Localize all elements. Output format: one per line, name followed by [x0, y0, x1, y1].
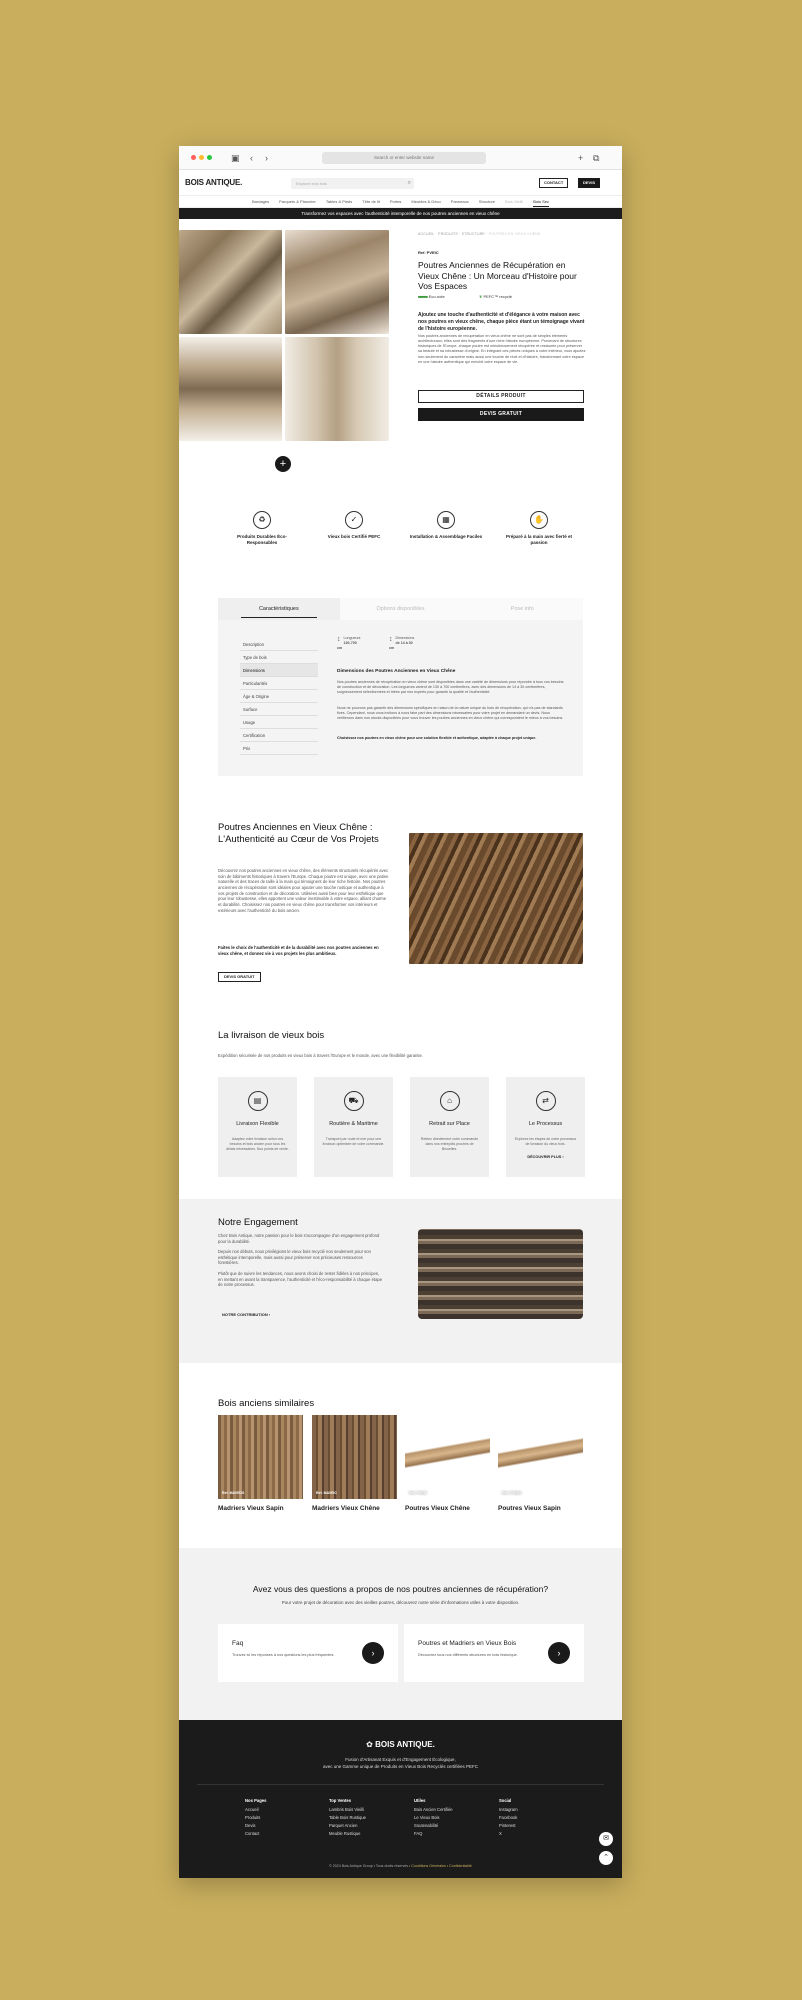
ceiling-photo	[409, 833, 583, 964]
footer-tagline: avec une Gamme unique de Produits en Vieux Bois Recyclés certifiées PEFC	[323, 1764, 478, 1769]
similar-list	[218, 1415, 583, 1525]
nav-item[interactable]: Bois Vieilli	[505, 199, 524, 204]
story-paragraph: Découvrez nos poutres anciennes en vieux chêne, des éléments structurels récupérés avec soin de bâtiments historiques à travers l'Europe. Chaque poutre est unique, avec une patine naturelle et des traces de taille à la main qui témoignent de leur riche histoire. Nos poutres anciennes de récupération sont idéales pour ajouter une touche rustique et authentique à vos projets de construction et de décoration. Utilisées aussi bien pour leur esthétique que pour leur robustesse, elles apportent une valeur inestimable à votre espace, alliant charme et durabilité. Choisissez nos poutres en vieux chêne pour transformer vos intérieurs et extérieurs avec l'authenticité du bois ancien.	[218, 868, 389, 913]
feature-item	[406, 511, 486, 540]
dimension-spec	[389, 636, 414, 651]
breadcrumb-item[interactable]: PRODUITS	[438, 232, 458, 236]
engagement-paragraph: Plutôt que de suivre les tendances, nous avons choisi de rester fidèles à nos principes, en mettant en avant la transparence, l'authenticité et l'éco-responsabilité à chaque étape de notre processus.	[218, 1271, 383, 1288]
delivery-card-desc: Retirez directement votre commande dans nos entrepôts proches de Bruxelles.	[420, 1137, 479, 1151]
nav-item[interactable]: Tables & Pieds	[325, 199, 353, 204]
footer-link[interactable]: Table Bois Rustique	[329, 1815, 367, 1820]
arrow-right-icon[interactable]: ›	[362, 1642, 384, 1664]
footer-column	[499, 1797, 518, 1838]
new-tab-icon[interactable]: +	[578, 153, 584, 163]
footer-link[interactable]: Pinterest	[499, 1823, 516, 1828]
story-highlight: Faites le choix de l'authenticité et de la durabilité avec nos poutres anciennes en vieux chêne, et donnez vie à vos projets les plus ambitieux.	[218, 945, 379, 956]
delivery-card[interactable]	[410, 1077, 489, 1177]
engagement-section	[179, 1199, 622, 1363]
feature-item	[499, 511, 579, 546]
delivery-intro: Expédition sécurisée de nos produits en vieux bois à travers l'Europe et le monde, avec une flexibilité garantie.	[218, 1053, 423, 1058]
specs-menu-item[interactable]: Surface	[240, 703, 318, 716]
contact-button[interactable]: CONTACT	[539, 178, 568, 188]
feature-label: Installation & Assemblage Faciles	[409, 534, 483, 539]
product-photo[interactable]	[285, 230, 389, 334]
hand-icon: ✋	[530, 511, 548, 529]
nav-item[interactable]: Bardages	[252, 199, 270, 204]
similar-product-name[interactable]: Poutres Vieux Chêne	[405, 1505, 470, 1512]
length-label: Longueurs	[343, 636, 361, 640]
contribution-link[interactable]: NOTRE CONTRIBUTION ›	[222, 1312, 271, 1317]
calendar-icon: ▤	[248, 1091, 268, 1111]
story-section	[179, 822, 622, 979]
specs-panel	[218, 598, 583, 776]
similar-product-photo[interactable]	[312, 1415, 397, 1499]
feature-label: Vieux bois Certifié PEFC	[327, 534, 381, 539]
faq-cards	[218, 1624, 583, 1682]
similar-product-name[interactable]: Madriers Vieux Chêne	[312, 1505, 380, 1512]
copyright: © 2024 Bois Antique Group • Tous droits réservés	[329, 1864, 409, 1868]
delivery-title: La livraison de vieux bois	[218, 1030, 325, 1041]
leaf-icon: ♻	[253, 511, 271, 529]
footer-column	[414, 1797, 453, 1838]
footer-logo-text: BOIS ANTIQUE.	[375, 1740, 435, 1749]
pefc-badge	[479, 294, 512, 299]
footer-link[interactable]: FAQ	[414, 1831, 423, 1836]
eco-label: Eco-note	[428, 294, 445, 299]
specs-menu-item[interactable]: Particularités	[240, 677, 318, 690]
assembly-icon: ▦	[437, 511, 455, 529]
footer-column	[329, 1797, 366, 1838]
similar-title: Bois anciens similaires	[218, 1398, 315, 1409]
faq-title: Avez vous des questions a propos de nos poutres anciennes de récupération?	[252, 1584, 549, 1594]
similar-product-name[interactable]: Poutres Vieux Sapin	[498, 1505, 561, 1512]
maximize-dot[interactable]	[207, 155, 212, 160]
eco-stars-icon: ■■■■■	[418, 294, 428, 299]
specs-paragraph: Nous ne pouvons pas garantir des dimensions spécifiques en raison de la nature unique du bois de récupération, qui n'a pas de standards fixes. Cependant, nous vous invitons à nous faire part des dimensions nécessaires pour votre projet en demandant un devis. Nous vérifierons dans nos stocks disponibles pour vous trouver les poutres anciennes en vieux chêne qui correspondent le mieux à vos besoins.	[337, 706, 564, 720]
feature-item	[314, 511, 394, 540]
length-icon: ↕	[337, 636, 341, 643]
footer-link[interactable]: Bois Ancien Certifiée	[414, 1807, 453, 1812]
footer-tagline: Fusion d'Artisanat Exquis et d'Engagement Écologique,	[345, 1757, 456, 1762]
site-header	[179, 170, 622, 196]
address-bar[interactable]: Search or enter website name	[322, 152, 486, 164]
similar-product-card[interactable]	[405, 1415, 490, 1512]
footer-link[interactable]: Meuble Rustique	[329, 1831, 361, 1836]
footer-link[interactable]: Le Vieux Bois	[414, 1815, 440, 1820]
browser-window	[179, 146, 622, 1878]
delivery-card-title: Livraison Flexible	[236, 1121, 279, 1127]
product-lead: Ajoutez une touche d'authenticité et d'élégance à votre maison avec nos poutres en vieux chêne, chaque pièce étant un témoignage vivant de l'histoire européenne.	[418, 312, 585, 332]
faq-card-title: Poutres et Madriers en Vieux Bois	[418, 1640, 517, 1647]
product-photo[interactable]	[285, 337, 389, 441]
delivery-cards	[218, 1077, 583, 1177]
back-icon[interactable]: ‹	[250, 153, 253, 163]
similar-product-card[interactable]	[498, 1415, 583, 1512]
delivery-card[interactable]	[218, 1077, 297, 1177]
engagement-title: Notre Engagement	[218, 1217, 298, 1228]
specs-menu-item[interactable]: Prix	[240, 742, 318, 755]
legal-links[interactable]: • Conditions Générales • Confidentialité	[409, 1864, 472, 1868]
breadcrumb: ACCUEIL · PRODUITS · STRUCTURE · POUTRES EN VIEUX CHÊNE	[418, 232, 541, 236]
specs-menu-item[interactable]: Type de bois	[240, 651, 318, 664]
product-ref: Ref. PVEIC	[418, 250, 439, 255]
footer-column-title: Social	[499, 1798, 512, 1803]
specs-title: Dimensions des Poutres Anciennes en Vieux Chêne	[337, 669, 456, 674]
length-value: 130-700 cm	[337, 640, 357, 650]
specs-menu-item[interactable]: Âge & Origine	[240, 690, 318, 703]
footer-bottom	[179, 1864, 622, 1869]
footer-logo[interactable]	[179, 1740, 622, 1751]
footer-link[interactable]: Produits	[245, 1815, 261, 1820]
similar-product-name[interactable]: Madriers Vieux Sapin	[218, 1505, 284, 1512]
minimize-dot[interactable]	[199, 155, 204, 160]
product-details-button[interactable]: DÉTAILS PRODUIT	[418, 390, 584, 403]
truck-icon: ⛟	[344, 1091, 364, 1111]
feature-label: Préparé à la main avec fierté et passion	[505, 534, 573, 545]
faq-card-title: Faq	[232, 1640, 244, 1647]
similar-product-card[interactable]	[218, 1415, 303, 1512]
footer-link[interactable]: X	[499, 1831, 502, 1836]
certificate-icon: ✓	[345, 511, 363, 529]
nav-item[interactable]: Tête de lit	[362, 199, 380, 204]
delivery-card[interactable]	[314, 1077, 393, 1177]
specs-menu	[240, 638, 318, 755]
sidebar-icon[interactable]: ▣	[231, 153, 240, 163]
footer-link[interactable]: Devis	[245, 1823, 256, 1828]
similar-section	[179, 1398, 622, 1528]
nav-item[interactable]: Portes	[389, 199, 402, 204]
product-ref: Ref. PVEDS	[502, 1491, 522, 1495]
process-icon: ⇄	[536, 1091, 556, 1111]
product-ref: Ref. MAVEDS	[222, 1491, 245, 1495]
eco-rating	[418, 294, 445, 299]
features-row	[179, 511, 622, 571]
product-ref: Ref. MAVEIC	[316, 1491, 337, 1495]
specs-menu-item[interactable]: Certification	[240, 729, 318, 742]
footer-link[interactable]: Contact	[245, 1831, 260, 1836]
breadcrumb-item[interactable]: ACCUEIL	[418, 232, 435, 236]
delivery-card-title: Retrait sur Place	[429, 1121, 470, 1127]
logo[interactable]: BOIS ANTIQUE.	[185, 178, 243, 187]
close-dot[interactable]	[191, 155, 196, 160]
chat-icon[interactable]: ✉	[599, 1832, 613, 1846]
specs-menu-item[interactable]: Description	[240, 638, 318, 651]
delivery-card-desc: Transport par route et mer pour une livraison optimisée de votre commande.	[322, 1137, 385, 1146]
nav-item-active[interactable]: Bois Sec	[533, 196, 549, 207]
search-placeholder: Explorer nos bois	[296, 181, 327, 186]
footer-link[interactable]: Facebook	[499, 1815, 518, 1820]
tab-options[interactable]: Options disponibles	[340, 598, 462, 620]
feature-label: Produits Durables Éco-Responsables	[237, 534, 287, 545]
devis-button[interactable]: DEVIS	[578, 178, 600, 188]
story-quote-button[interactable]: DEVIS GRATUIT	[218, 972, 261, 982]
store-icon: ⌂	[440, 1091, 460, 1111]
process-link[interactable]: DÉCOUVRIR PLUS ›	[527, 1154, 564, 1159]
arrow-right-icon[interactable]: ›	[548, 1642, 570, 1664]
product-ref: Ref. PVEIC	[409, 1491, 428, 1495]
faq-card[interactable]	[218, 1624, 398, 1682]
delivery-section	[179, 1030, 622, 1190]
footer-column-title: Utiles	[414, 1798, 426, 1803]
footer-link[interactable]: Lambris Bois Vieilli	[329, 1807, 365, 1812]
specs-menu-item[interactable]: Usage	[240, 716, 318, 729]
faq-card-desc: Trouvez ici les réponses à nos questions les plus fréquentes.	[232, 1653, 335, 1657]
delivery-card-desc: Explorez les étapes de notre processus de livraison du vieux bois.	[514, 1137, 577, 1146]
footer-divider	[197, 1784, 604, 1785]
feature-item	[222, 511, 302, 546]
scroll-top-icon[interactable]: ⌃	[599, 1851, 613, 1865]
tab-install[interactable]: Pose info	[461, 598, 583, 620]
footer-column	[245, 1797, 266, 1838]
specs-paragraph: Nos poutres anciennes de récupération en vieux chêne sont disponibles dans une variété de dimensions pour répondre à tous vos besoins de construction et de décoration. Les longueurs varient de 130 à 700 centimètres, avec des dimensions de 14 à 30 centimètres, soigneusement sélectionnées et triées par nos experts pour garantir la qualité et l'authenticité.	[337, 680, 564, 694]
footer-column-title: Nos Pages	[245, 1798, 267, 1803]
footer-link[interactable]: Accueil	[245, 1807, 259, 1812]
specs-menu-item-active[interactable]: Dimensions	[240, 664, 318, 677]
search-input[interactable]	[291, 178, 414, 189]
footer-column-title: Top Ventes	[329, 1798, 352, 1803]
more-photos-button[interactable]: +	[275, 456, 291, 472]
tab-characteristics[interactable]: Caractéristiques	[218, 598, 340, 620]
nav-item[interactable]: Meubles & Déco	[411, 199, 441, 204]
footer-link[interactable]: Parquet Ancien	[329, 1823, 358, 1828]
pefc-label: PEFC™ recyclé	[483, 294, 512, 299]
similar-product-photo[interactable]	[218, 1415, 303, 1499]
faq-section	[179, 1548, 622, 1720]
tabs-overview-icon[interactable]: ⧉	[593, 153, 600, 163]
product-photo[interactable]	[179, 337, 282, 441]
product-title: Poutres Anciennes de Récupération en Vieux Chêne : Un Morceau d'Histoire pour Vos Espaces	[418, 260, 577, 292]
story-title: Poutres Anciennes en Vieux Chêne : L'Authenticité au Cœur de Vos Projets	[218, 822, 379, 845]
delivery-card-desc: Adaptez votre livraison selon vos besoins et bois ancien pour tous les délais nécessaires. Nos points de vente.	[226, 1137, 289, 1151]
dimension-label: Dimensions	[395, 636, 415, 640]
footer-link[interactable]: Soutenabilité	[414, 1823, 439, 1828]
promo-banner: Transformez vos espaces avec l'authenticité intemporelle de nos poutres anciennes en vieux chêne	[179, 208, 622, 219]
engagement-paragraph: Chez Bois Antique, notre passion pour le bois s'accompagne d'un engagement profond pour la durabilité.	[218, 1233, 380, 1244]
length-spec	[337, 636, 360, 651]
pefc-icon: ❦	[479, 294, 483, 299]
delivery-card-title: Le Processus	[528, 1121, 563, 1127]
engagement-paragraph: Depuis nos débuts, nous privilégions le vieux bois recyclé non seulement pour son esthétique intemporelle, mais aussi pour préserver nos précieuses ressources forestières.	[218, 1249, 371, 1266]
nav-item[interactable]: Structure	[478, 199, 496, 204]
footer-link[interactable]: Instagram	[499, 1807, 518, 1812]
main-nav	[179, 196, 622, 208]
logo-mark-icon: ✿	[366, 1740, 373, 1749]
search-icon[interactable]: ⌕	[407, 180, 411, 186]
delivery-card-title: Routière & Maritime	[329, 1121, 378, 1127]
faq-card[interactable]	[404, 1624, 584, 1682]
free-quote-button[interactable]: DEVIS GRATUIT	[418, 408, 584, 421]
delivery-card[interactable]	[506, 1077, 585, 1177]
browser-toolbar	[179, 146, 622, 170]
forward-icon[interactable]: ›	[265, 153, 268, 163]
faq-subtitle: Pour votre projet de décoration avec des vieilles poutres, découvrez notre série d'informations utiles à votre disposition.	[281, 1600, 520, 1605]
similar-product-card[interactable]	[312, 1415, 397, 1512]
dimension-value: de 14 à 30 cm	[389, 640, 413, 650]
stacked-beams-photo	[418, 1229, 583, 1319]
faq-card-desc: Découvrez tous nos différents structures en bois historique.	[418, 1653, 518, 1657]
similar-product-photo[interactable]	[498, 1415, 583, 1499]
nav-item[interactable]: Panneaux	[450, 199, 469, 204]
product-section	[179, 230, 622, 490]
nav-item[interactable]: Parquets & Plancher	[279, 199, 316, 204]
specs-tabs	[218, 598, 583, 620]
dimension-icon: ↕	[389, 636, 393, 643]
product-photo[interactable]	[179, 230, 282, 334]
product-description: Nos poutres anciennes de récupération en vieux chêne ne sont pas de simples éléments architecturaux; elles sont des fragments d'une riche histoire européenne. Provenant de structures historiques de l'Europe, chaque poutre est minutieusement récupérée et restaurée pour préserver sa beauté et sa robustesse d'origine. En intégrant ces pièces uniques à votre intérieur, vous ajoutez non seulement du caractère mais aussi une touche de récit et d'histoire, transformant votre espace en une histoire authentique qui enrichit votre espace de vie.	[418, 334, 586, 364]
specs-conclusion: Choisissez nos poutres en vieux chêne pour une solution flexible et authentique, adaptée à chaque projet unique.	[337, 736, 537, 740]
site-footer	[179, 1720, 622, 1878]
breadcrumb-item[interactable]: STRUCTURE	[461, 232, 485, 236]
similar-product-photo[interactable]	[405, 1415, 490, 1499]
breadcrumb-current: POUTRES EN VIEUX CHÊNE	[488, 232, 541, 236]
